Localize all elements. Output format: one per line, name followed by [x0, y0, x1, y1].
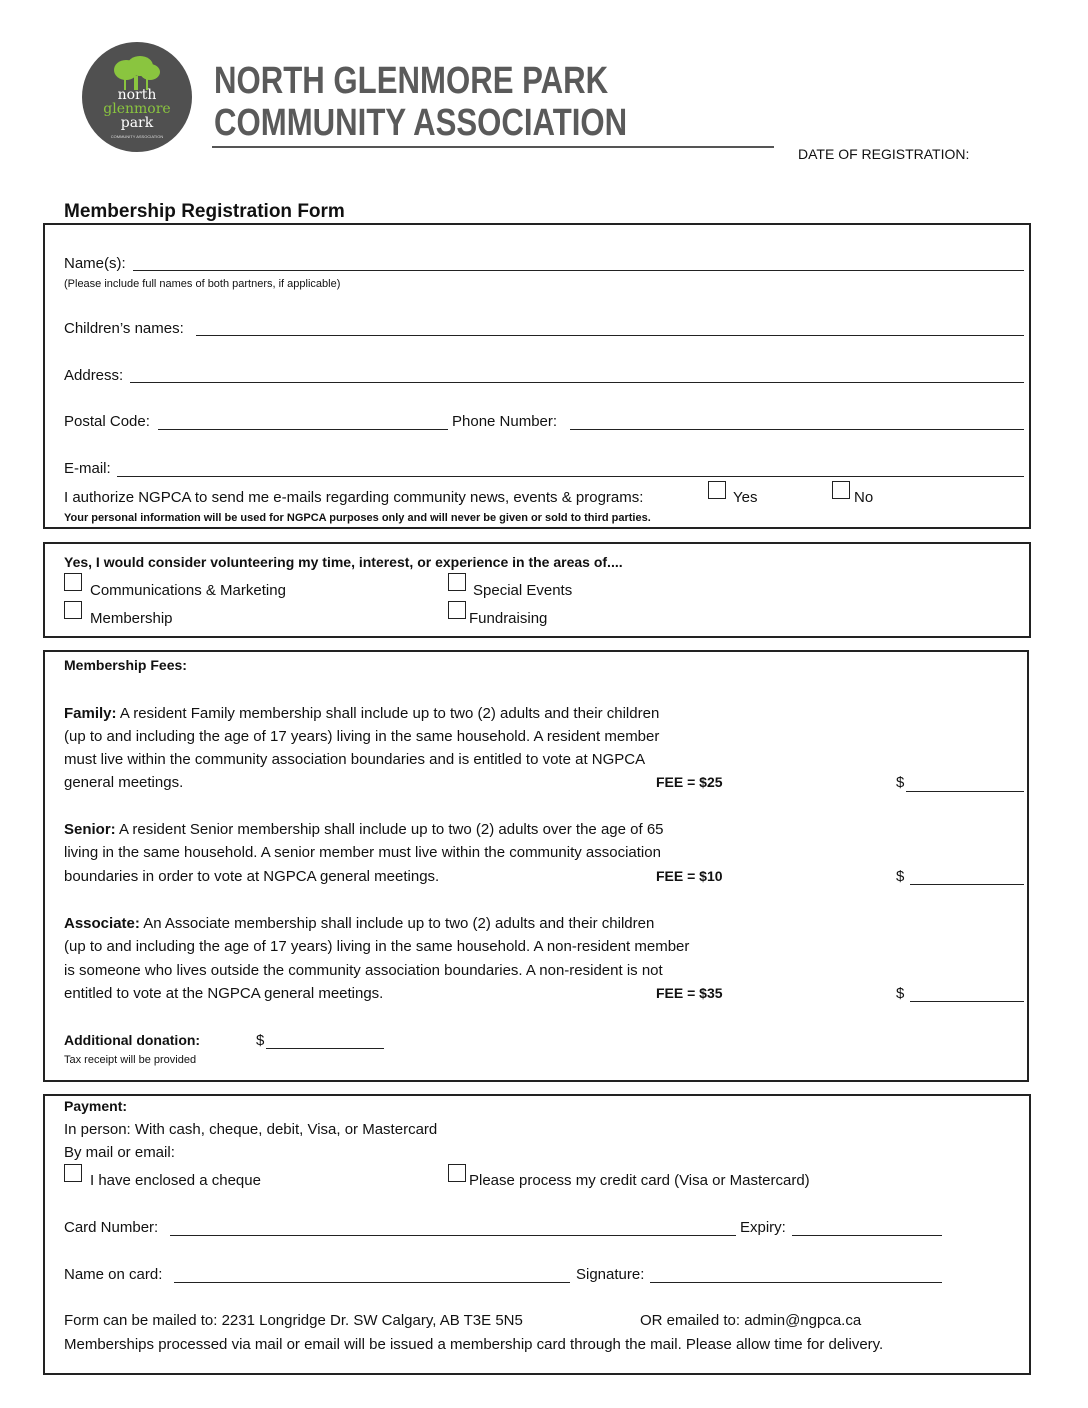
logo-tagline: COMMUNITY ASSOCIATION	[110, 134, 164, 139]
senior-line3: boundaries in order to vote at NGPCA general meetings.	[64, 868, 440, 885]
associate-line4: entitled to vote at the NGPCA general meetings.	[64, 985, 384, 1002]
associate-text1: An Associate membership shall include up to two (2) adults and their children	[139, 915, 655, 932]
special-events-checkbox[interactable]	[448, 573, 466, 591]
in-person-text: In person: With cash, cheque, debit, Visa, or Mastercard	[64, 1121, 438, 1138]
postal-code-field[interactable]	[158, 429, 448, 430]
logo-circle	[82, 42, 192, 152]
card-number-field[interactable]	[170, 1235, 736, 1236]
email-consent-no-checkbox[interactable]	[832, 481, 850, 499]
communications-label: Communications & Marketing	[90, 582, 286, 599]
contact-section	[43, 223, 1031, 529]
senior-text1: A resident Senior membership shall include up to two (2) adults over the age of 65	[115, 821, 664, 838]
no-label: No	[854, 489, 874, 506]
privacy-note: Your personal information will be used for NGPCA purposes only and will never be given or sold to third parties.	[64, 512, 651, 524]
credit-card-checkbox[interactable]	[448, 1164, 466, 1182]
credit-card-label: Please process my credit card (Visa or Mastercard)	[469, 1172, 810, 1189]
family-fee: FEE = $25	[656, 774, 723, 790]
membership-label: Membership	[90, 610, 173, 627]
cheque-checkbox[interactable]	[64, 1164, 82, 1182]
family-line4: general meetings.	[64, 774, 184, 791]
associate-amount-field[interactable]	[910, 1001, 1024, 1002]
logo-word-park: park	[120, 115, 154, 131]
children-names-field[interactable]	[196, 335, 1024, 336]
signature-label: Signature:	[576, 1266, 645, 1283]
org-title-line1: NORTH GLENMORE PARK	[214, 60, 609, 102]
names-label: Name(s):	[64, 255, 126, 272]
associate-fee: FEE = $35	[656, 985, 723, 1001]
email-label: E-mail:	[64, 460, 111, 477]
senior-amount-field[interactable]	[910, 884, 1024, 885]
membership-checkbox[interactable]	[64, 601, 82, 619]
form-title: Membership Registration Form	[64, 201, 345, 222]
by-mail-text: By mail or email:	[64, 1144, 175, 1161]
special-events-label: Special Events	[473, 582, 573, 599]
payment-heading: Payment:	[64, 1098, 128, 1114]
family-title: Family:	[64, 705, 117, 722]
yes-label: Yes	[733, 489, 758, 506]
family-line2: (up to and including the age of 17 years) living in the same household. A resident member	[64, 728, 660, 745]
names-note: (Please include full names of both partners, if applicable)	[64, 278, 341, 290]
name-on-card-label: Name on card:	[64, 1266, 163, 1283]
family-line1	[64, 705, 659, 722]
volunteer-heading: Yes, I would consider volunteering my time, interest, or experience in the areas of....	[64, 554, 623, 570]
mail-address-text: Form can be mailed to: 2231 Longridge Dr. SW Calgary, AB T3E 5N5	[64, 1312, 523, 1329]
expiry-label: Expiry:	[740, 1219, 786, 1236]
name-on-card-field[interactable]	[174, 1282, 570, 1283]
donation-label: Additional donation:	[64, 1032, 201, 1048]
date-of-registration-label: DATE OF REGISTRATION:	[798, 146, 970, 162]
email-consent-yes-checkbox[interactable]	[708, 481, 726, 499]
logo-word-glenmore: glenmore	[103, 101, 171, 117]
authorize-text: I authorize NGPCA to send me e-mails regarding community news, events & programs:	[64, 489, 644, 506]
associate-title: Associate:	[64, 915, 140, 932]
fees-heading: Membership Fees:	[64, 657, 187, 673]
senior-fee: FEE = $10	[656, 868, 723, 884]
tax-receipt-note: Tax receipt will be provided	[64, 1054, 197, 1066]
associate-dollar: $	[896, 985, 905, 1002]
senior-line1	[64, 821, 664, 838]
family-line3: must live within the community association boundaries and is entitled to vote at NGPCA	[64, 751, 646, 768]
logo-word-north: north	[117, 87, 157, 103]
associate-line2: (up to and including the age of 17 years) living in the same household. A non-resident member	[64, 938, 690, 955]
phone-number-label: Phone Number:	[452, 413, 558, 430]
header-rule	[212, 146, 774, 148]
names-field[interactable]	[133, 270, 1024, 271]
communications-checkbox[interactable]	[64, 573, 82, 591]
card-number-label: Card Number:	[64, 1219, 159, 1236]
associate-line1	[64, 915, 654, 932]
cheque-label: I have enclosed a cheque	[90, 1172, 261, 1189]
senior-dollar: $	[896, 868, 905, 885]
family-dollar: $	[896, 774, 905, 791]
donation-amount-field[interactable]	[266, 1048, 384, 1049]
fundraising-label: Fundraising	[469, 610, 548, 627]
processing-note: Memberships processed via mail or email will be issued a membership card through the mail. Please allow time for delivery.	[64, 1336, 884, 1353]
address-label: Address:	[64, 367, 124, 384]
address-field[interactable]	[130, 382, 1024, 383]
donation-dollar: $	[256, 1032, 265, 1049]
children-names-label: Children’s names:	[64, 320, 184, 337]
associate-line3: is someone who lives outside the community association boundaries. A non-resident is not	[64, 962, 663, 979]
email-field[interactable]	[117, 476, 1024, 477]
senior-title: Senior:	[64, 821, 116, 838]
email-address-text: OR emailed to: admin@ngpca.ca	[640, 1312, 862, 1329]
senior-line2: living in the same household. A senior member must live within the community association	[64, 844, 661, 861]
org-title-line2: COMMUNITY ASSOCIATION	[214, 102, 628, 144]
family-amount-field[interactable]	[906, 791, 1024, 792]
fundraising-checkbox[interactable]	[448, 601, 466, 619]
expiry-field[interactable]	[792, 1235, 942, 1236]
postal-code-label: Postal Code:	[64, 413, 150, 430]
family-text1: A resident Family membership shall include up to two (2) adults and their children	[116, 705, 660, 722]
phone-number-field[interactable]	[570, 429, 1024, 430]
signature-field[interactable]	[650, 1282, 942, 1283]
